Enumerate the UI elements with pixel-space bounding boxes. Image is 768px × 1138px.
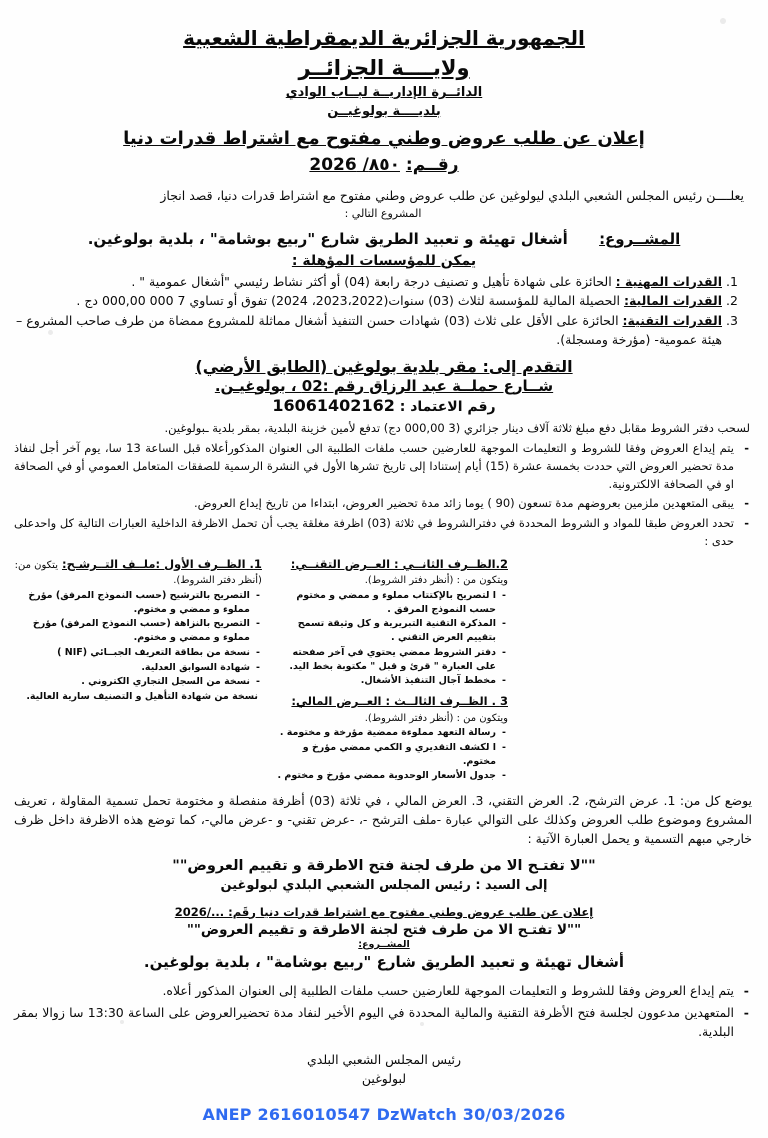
envelope-item: - دفتر الشروط ممضي يحتوي في آخر صفحته على العبارة " قرئ و قبل " مكتوبة بخط اليد. bbox=[270, 646, 508, 674]
intro-subtext: المشروع التالي : bbox=[344, 206, 422, 220]
envelope-third-title-text: 3 . الظــرف الثالــث : العــرض المالي: bbox=[291, 694, 508, 709]
outer-envelope-quote-1: ""لا تفتـح الا من طرف لجنة فتح الاطرقة و تقييم العروض"" bbox=[172, 858, 596, 875]
capacity-item bbox=[16, 292, 722, 311]
envelope-item: - ا لتصريح بالإكتتاب مملوء و ممضي و مختوم حسب النموذج المرفق . bbox=[270, 589, 508, 617]
project-line bbox=[40, 230, 728, 248]
envelope-second-title bbox=[270, 557, 508, 588]
deposit-bullet: - يبقى المتعهدين ملزمين بعروضهم مدة تسعون (90 ) يوما زائد مدة تحضير العروض، ابتداءا من تاريخ إيداع العروض. bbox=[14, 495, 752, 513]
envelope-item: - جدول الأسعار الوحدوية ممضي مؤرخ و مختوم . bbox=[270, 769, 508, 783]
envelope-column-middle bbox=[270, 557, 508, 784]
deposit-bullets bbox=[14, 440, 752, 551]
project-value: أشغال تهيئة و تعبيد الطريق شارع "ربيع بوشامة" ، بلدية بولوغين. bbox=[87, 229, 568, 248]
capacity-item bbox=[16, 312, 722, 350]
final-bullet: - المتعهدين مدعوون لجلسة فتح الأظرفة التقنية والمالية المحددة في اليوم الأخير لنفاد مدة تحضيرالعروض على الساعة 13:30 سا زوالا بمقر البلدية. bbox=[14, 1003, 752, 1042]
intro-text: يعلــــن رئيس المجلس الشعبي البلدي ليولوغين عن طلب عروض وطني مفتوح مع اشتراط قدرات دنيا، قصد انجاز bbox=[160, 187, 744, 203]
envelope-item: - ا لكشف التقديري و الكمي ممضي مؤرخ و مختوم. bbox=[270, 741, 508, 769]
anep-footer: ANEP 2616010547 DzWatch 30/03/2026 bbox=[202, 1105, 566, 1124]
header-commune: بلديــــة بولوغيــن bbox=[327, 104, 441, 120]
signature-title: رئيس المجلس الشعبي البلدي bbox=[307, 1052, 461, 1068]
envelopes-section bbox=[12, 557, 754, 784]
envelope-second-title-text: 2.الظــرف الثانــي : العــرض التقنــي: bbox=[290, 556, 508, 571]
placement-paragraph: يوضع كل من: 1. عرض الترشح، 2. العرض التقني، 3. العرض المالي ، في ثلاثة (03) أظرفة منفصلة و مختومة تحمل تسمية المقاولة ، تعريف المشروع وموضوع طلب العروض وكذلك على التوالي عبارة -ملف الترشح -، -عرض تقني- و -عرض مالي-، كما توضع هذه الاظرفة داخل ظرف خارجي مبهم التسمية و يحمل العبارة الآتية : bbox=[14, 793, 753, 846]
withdrawal-paragraph: لسحب دفتر الشروط مقابل دفع مبلغ ثلاثة آلاف دينار جزائري (3 000,00 دج) تدفع لأمين خزينة البلدية، بمقر بلدية ـبولوغين. bbox=[164, 420, 750, 435]
capacities-list bbox=[16, 273, 742, 350]
capacity-key: القدرات التقنية: bbox=[622, 313, 723, 329]
envelope-item: - مخطط آجال التنفيذ الأشغال. bbox=[270, 674, 508, 688]
header-announcement-title: إعلان عن طلب عروض وطني مفتوح مع اشتراط قدرات دنيا bbox=[123, 128, 645, 150]
envelope-first-title-text: 1. الظــرف الأول :ملــف التــرشـح: bbox=[62, 556, 262, 571]
outer-envelope-block bbox=[0, 857, 768, 973]
outer-envelope-project-value: أشغال تهيئة و تعبيد الطريق شارع "ربيع بوشامة" ، بلدية بولوغين. bbox=[143, 953, 625, 972]
outer-envelope-quote-2: ""لا تفتـح الا من طرف فتح لجنة الاطرقة و تقييم العروض"" bbox=[186, 921, 582, 938]
envelope-third bbox=[270, 694, 508, 783]
final-bullets bbox=[14, 981, 752, 1041]
accreditation-line bbox=[0, 396, 768, 415]
envelope-first-items bbox=[12, 589, 262, 704]
submission-place: التقدم إلى: مقر بلدية بولوغين (الطابق الأرضي) bbox=[195, 356, 573, 376]
envelope-third-note: ويتكون من : (أنظر دفتر الشروط). bbox=[364, 712, 508, 724]
envelope-second-items bbox=[270, 589, 508, 688]
deposit-bullet: - يتم إيداع العروض وفقا للشروط و التعليمات الموجهة للعارضين حسب ملفات الطلبية الى العنوان المذكورأعلاه قبل الساعة 13 سا، يوم آخر أجل لنفاذ مدة تحضير العروض التي حددت بخمسة عشرة (15) أيام إستنادا إلى تاريخ تشرها الأول في النشرة الرسمية للصفقات المتعامل العمومي أو في الصحافة او في الصحافة الالكترونية. bbox=[14, 440, 752, 493]
reference-value: ٨٥٠/ 2026 bbox=[309, 155, 400, 176]
capacity-text: الحائزة على شهادة تأهيل و تصنيف درجة رابعة (04) أو أكثر نشاط رئيسي "أشغال عمومية " . bbox=[131, 273, 612, 289]
accreditation-number: 16061402162 bbox=[272, 395, 395, 415]
signature-commune: لبولوغين bbox=[361, 1071, 407, 1087]
header-reference bbox=[0, 150, 768, 176]
outer-envelope-announcement: إعلان عن طلب عروض وطني مفتوح مع اشتراط قدرات دنيا رقَم: .../2026 bbox=[174, 904, 594, 919]
header-daira: الدائــرة الإداريــة لبــاب الوادي bbox=[285, 85, 483, 101]
envelope-item: - نسخة من السجل التجاري الكتروني . bbox=[12, 675, 262, 689]
envelope-item: - التصريح بالنزاهة (حسب النموذج المرفق) مؤرخ مملوء و ممضي و مختوم. bbox=[12, 617, 262, 645]
reference-label: رقــم: bbox=[405, 155, 459, 176]
final-bullet: - يتم إيداع العروض وفقا للشروط و التعليمات الموجهة للعارضين حسب ملفات الطلبية إلى العنوان المذكور أعلاه. bbox=[14, 981, 752, 1000]
scan-speck bbox=[48, 330, 53, 335]
envelope-second-note: ويتكون من : (أنظر دفتر الشروط). bbox=[364, 575, 508, 587]
envelope-item: نسخة من شهادة التأهيل و التصنيف سارية العالية. bbox=[26, 691, 258, 703]
envelope-third-title bbox=[270, 694, 508, 725]
capacity-key: القدرات المالية: bbox=[623, 293, 722, 309]
envelope-third-items bbox=[270, 726, 508, 783]
envelope-second bbox=[270, 557, 508, 688]
scan-speck bbox=[720, 18, 726, 24]
intro-paragraph bbox=[22, 187, 744, 222]
envelope-column-right bbox=[12, 557, 262, 705]
envelope-first-note: يتكون من: (أنظر دفتر الشروط). bbox=[14, 559, 262, 587]
capacity-text: الحصيلة المالية للمؤسسة لثلاث (03) سنوات(2023،2022، 2024) تفوق أو تساوي 7 000 000,00 دج . bbox=[76, 293, 620, 309]
outer-envelope-recipient: إلى السيد : رئيس المجلس الشعبي البلدي لبولوغين bbox=[220, 878, 548, 894]
outer-envelope-project-label: المشــروع: bbox=[358, 938, 410, 950]
header-wilaya: ولايــــة الجزائــر bbox=[298, 56, 470, 80]
envelope-item: - التصريح بالترشيح (حسب النموذج المرفق) مؤرخ مملوء و ممضي و مختوم. bbox=[12, 589, 262, 617]
capacity-key: القدرات المهنية : bbox=[615, 273, 722, 289]
deposit-bullet: - تحدد العروض طبقا للمواد و الشروط المحددة في دفترالشروط في ثلاثة (03) اظرفة مغلقة يجب أن تحمل الاظرفة الداخلية العبارات التالية كل واحدعلى حدى : bbox=[14, 515, 752, 551]
eligibility-title: يمكن للمؤسسات المؤهلة : bbox=[291, 252, 477, 269]
capacity-item bbox=[16, 273, 722, 292]
envelope-item: - المذكرة التقنية التبريرية و كل وثيقة تسمح بتقييم العرض التقني . bbox=[270, 617, 508, 645]
capacity-text: الحائزة على الأقل على ثلاث (03) شهادات حسن التنفيذ أشغال مماثلة للمشروع ممضاة من طرف صاحب المشروع – هيئة عمومية- (مؤرخة ومسجلة). bbox=[16, 313, 722, 347]
submission-street: شــارع حملــة عبد الرزاق رقم :02 ، بولوغيـن. bbox=[214, 376, 554, 395]
envelope-item: - نسخة من بطاقة التعريف الجبــائي (NIF ) bbox=[12, 646, 262, 660]
header-country: الجمهورية الجزائرية الديمقراطية الشعبية bbox=[183, 26, 585, 50]
envelope-item: - رسالة التعهد مملوءة ممضية مؤرخة و مختومة . bbox=[270, 726, 508, 740]
signature-block bbox=[0, 1051, 768, 1089]
envelope-item: - شهادة السوابق العدلية. bbox=[12, 661, 262, 675]
envelope-first bbox=[12, 557, 262, 704]
project-label: المشــروع: bbox=[599, 229, 681, 248]
submission-block bbox=[0, 357, 768, 415]
envelope-first-title bbox=[12, 557, 262, 588]
accreditation-label: رقم الاعتماد : bbox=[399, 398, 496, 415]
